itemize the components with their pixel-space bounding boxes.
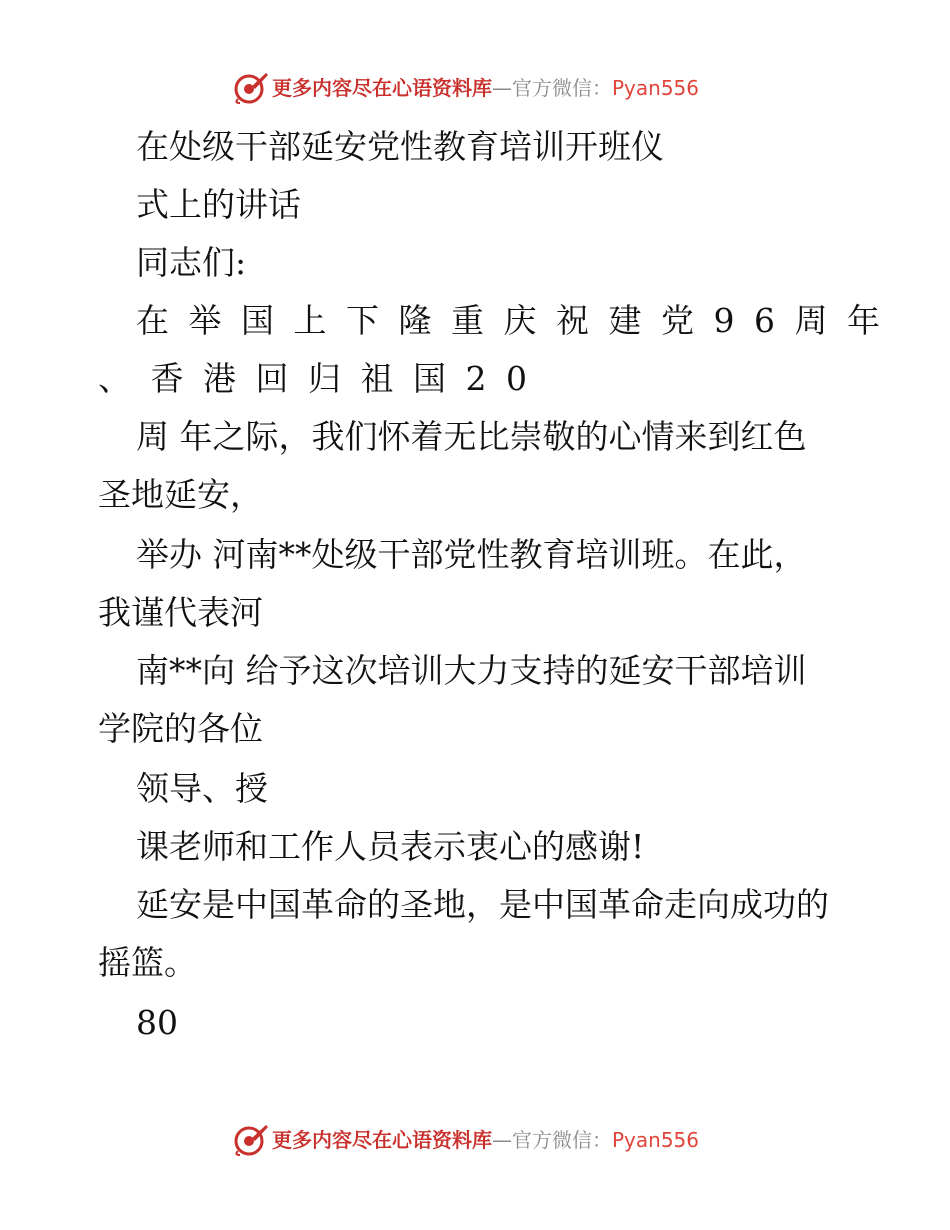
paragraph-line: 80: [136, 1003, 178, 1042]
watermark-wechat-id: Pyan556: [612, 1128, 700, 1152]
paragraph-line: 举办 河南**处级干部党性教育培训班。在此，: [136, 535, 807, 574]
paragraph-line: 在举国上下隆重庆祝建党96周年: [136, 301, 900, 340]
paragraph-line: 南**向 给予这次培训大力支持的延安干部培训: [136, 651, 807, 690]
footer-watermark-banner: [0, 1120, 950, 1160]
paragraph-line: 延安是中国革命的圣地，是中国革命走向成功的: [136, 885, 829, 924]
watermark-text: [272, 76, 699, 100]
watermark-wechat-label: 官方微信：: [512, 1128, 612, 1152]
paragraph-line: 摇篮。: [98, 943, 197, 982]
paragraph-line: 圣地延安，: [98, 475, 263, 514]
watermark-wechat-id: Pyan556: [612, 76, 700, 100]
paragraph-line: 我谨代表河: [98, 593, 263, 632]
paragraph-line: 课老师和工作人员表示衷心的感谢!: [136, 827, 645, 866]
watermark-text: [272, 1128, 699, 1152]
title-line-1: 在处级干部延安党性教育培训开班仪: [136, 127, 664, 166]
header-watermark-banner: [0, 68, 950, 108]
watermark-wechat-label: 官方微信：: [512, 76, 612, 100]
watermark-site-text: 更多内容尽在心语资料库: [272, 76, 492, 100]
quill-seal-logo-icon: [232, 1122, 270, 1158]
title-line-2: 式上的讲话: [136, 185, 301, 224]
paragraph-line: 学院的各位: [98, 709, 263, 748]
watermark-dash: —: [492, 1128, 512, 1152]
quill-seal-logo-icon: [232, 70, 270, 106]
paragraph-line: 领导、授: [136, 769, 268, 808]
paragraph-line: 、香港回归祖国20: [98, 359, 547, 398]
paragraph-line: 周 年之际，我们怀着无比崇敬的心情来到红色: [136, 417, 807, 456]
watermark-dash: —: [492, 76, 512, 100]
salutation: 同志们:: [136, 243, 247, 282]
watermark-site-text: 更多内容尽在心语资料库: [272, 1128, 492, 1152]
